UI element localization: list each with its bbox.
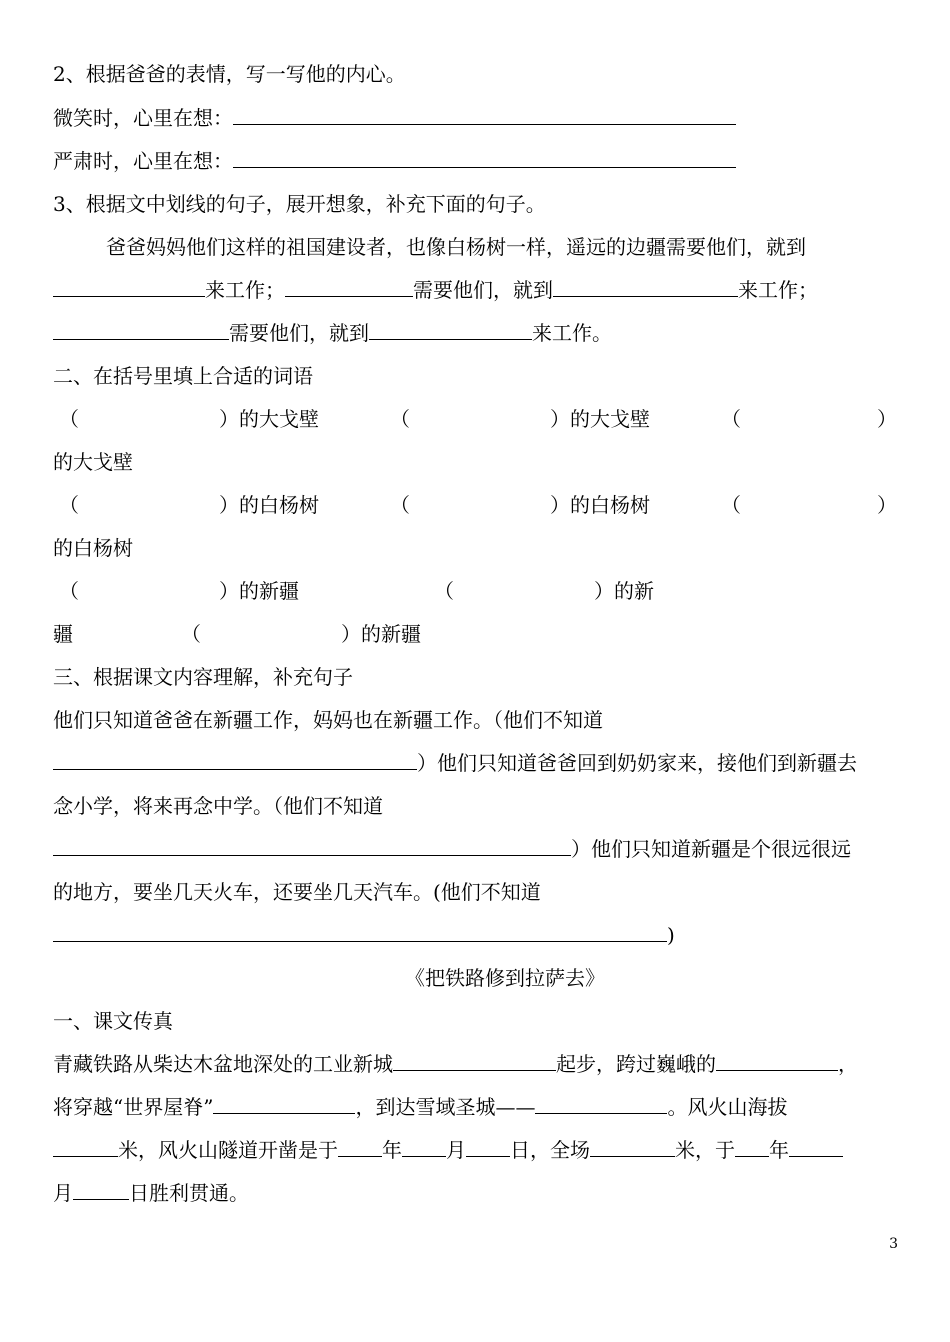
sec3-s4: ）他们只知道新疆是个很远很远 (571, 837, 851, 861)
sec3-s6: ) (667, 923, 675, 947)
sec3-row4 (53, 837, 851, 861)
q2-smile-row (53, 106, 736, 130)
page-number: 3 (889, 1236, 898, 1252)
lesson-text: ， (838, 1052, 858, 1076)
sec3-s2: ）他们只知道爸爸回到奶奶家来，接他们到新疆去 (417, 751, 857, 775)
lesson-text: 日胜利贯通。 (129, 1181, 249, 1205)
q3-text: 来工作； (738, 278, 818, 302)
paren-open: （ (721, 493, 741, 517)
paren-open: （ (59, 493, 79, 517)
answer-blank[interactable] (466, 1138, 510, 1157)
lesson-text: 月 (446, 1138, 466, 1162)
q3-text: 需要他们，就到 (229, 321, 369, 345)
answer-blank[interactable] (53, 278, 205, 297)
lesson-text: 日，全场 (510, 1138, 590, 1162)
lesson-p1 (53, 1052, 858, 1076)
lesson-p3 (53, 1138, 843, 1162)
sec3-title: 三、根据课文内容理解，补充句子 (53, 665, 353, 689)
sec3-s5: 的地方，要坐几天火车，还要坐几天汽车。(他们不知道 (53, 880, 541, 904)
lesson-text: 。风火山海拔 (667, 1095, 788, 1119)
poplar-suffix: ）的白杨树 (219, 493, 319, 517)
answer-blank[interactable] (590, 1138, 675, 1157)
sec3-row6 (53, 923, 675, 947)
paren-open: （ (434, 579, 454, 603)
answer-blank[interactable] (233, 106, 736, 125)
answer-blank[interactable] (53, 321, 229, 340)
lesson-text: 起步，跨过巍峨的 (556, 1052, 716, 1076)
answer-blank[interactable] (789, 1138, 843, 1157)
answer-blank[interactable] (53, 751, 417, 770)
answer-blank[interactable] (553, 278, 738, 297)
answer-blank[interactable] (402, 1138, 446, 1157)
gobi-suffix: ）的大戈壁 (219, 407, 319, 431)
answer-blank[interactable] (369, 321, 532, 340)
q2-title: 2、根据爸爸的表情，写一写他的内心。 (53, 62, 406, 86)
q3-line3 (53, 321, 612, 345)
xinjiang-suffix: ）的新疆 (219, 579, 299, 603)
answer-blank[interactable] (213, 1095, 355, 1114)
xinjiang-suffix: ）的新疆 (341, 622, 421, 646)
answer-blank[interactable] (53, 837, 571, 856)
gobi-suffix: ）的大戈壁 (550, 407, 650, 431)
q2-serious-row (53, 149, 736, 173)
lesson-text: 将穿越“世界屋脊” (53, 1095, 214, 1119)
paren-open: （ (390, 407, 410, 431)
lesson-title: 《把铁路修到拉萨去》 (405, 966, 605, 990)
sec2-title: 二、在括号里填上合适的词语 (53, 364, 313, 388)
gobi-wrap: 的大戈壁 (53, 450, 133, 474)
lesson-text: 年 (382, 1138, 402, 1162)
sec3-row2 (53, 751, 857, 775)
poplar-wrap: 的白杨树 (53, 536, 133, 560)
paren-close: ） (877, 493, 897, 517)
paren-open: （ (181, 622, 201, 646)
q2-smile-label: 微笑时，心里在想： (53, 106, 233, 130)
answer-blank[interactable] (535, 1095, 667, 1114)
answer-blank[interactable] (716, 1052, 838, 1071)
paren-open: （ (721, 407, 741, 431)
lesson-sec1: 一、课文传真 (53, 1009, 173, 1033)
paren-close: ） (877, 407, 897, 431)
answer-blank[interactable] (53, 1138, 118, 1157)
sec3-s3: 念小学，将来再念中学。（他们不知道 (53, 794, 383, 818)
q3-line2 (53, 278, 818, 302)
paren-open: （ (59, 407, 79, 431)
q2-serious-label: 严肃时，心里在想： (53, 149, 233, 173)
paren-open: （ (59, 579, 79, 603)
lesson-text: 月 (53, 1181, 73, 1205)
paren-open: （ (390, 493, 410, 517)
answer-blank[interactable] (285, 278, 413, 297)
q3-text: 来工作。 (532, 321, 612, 345)
lesson-text: 年 (769, 1138, 789, 1162)
xinjiang-wrap: 疆 (53, 622, 73, 646)
answer-blank[interactable] (73, 1181, 129, 1200)
lesson-text: 米，风火山隧道开凿是于 (118, 1138, 338, 1162)
answer-blank[interactable] (338, 1138, 382, 1157)
lesson-p2 (53, 1095, 787, 1119)
answer-blank[interactable] (53, 923, 667, 942)
q3-text: 需要他们，就到 (413, 278, 553, 302)
lesson-text: 米，于 (675, 1138, 735, 1162)
lesson-text: 青藏铁路从柴达木盆地深处的工业新城 (53, 1052, 393, 1076)
answer-blank[interactable] (735, 1138, 769, 1157)
q3-text: 来工作； (205, 278, 285, 302)
xinjiang-suffix-split: ）的新 (594, 579, 654, 603)
lesson-p4 (53, 1181, 249, 1205)
q3-title: 3、根据文中划线的句子，展开想象，补充下面的句子。 (53, 192, 546, 216)
lesson-text: ，到达雪域圣城—— (355, 1095, 536, 1119)
answer-blank[interactable] (393, 1052, 556, 1071)
answer-blank[interactable] (233, 149, 736, 168)
poplar-suffix: ）的白杨树 (550, 493, 650, 517)
q3-line1: 爸爸妈妈他们这样的祖国建设者，也像白杨树一样，遥远的边疆需要他们，就到 (106, 235, 806, 259)
sec3-s1: 他们只知道爸爸在新疆工作，妈妈也在新疆工作。（他们不知道 (53, 708, 603, 732)
